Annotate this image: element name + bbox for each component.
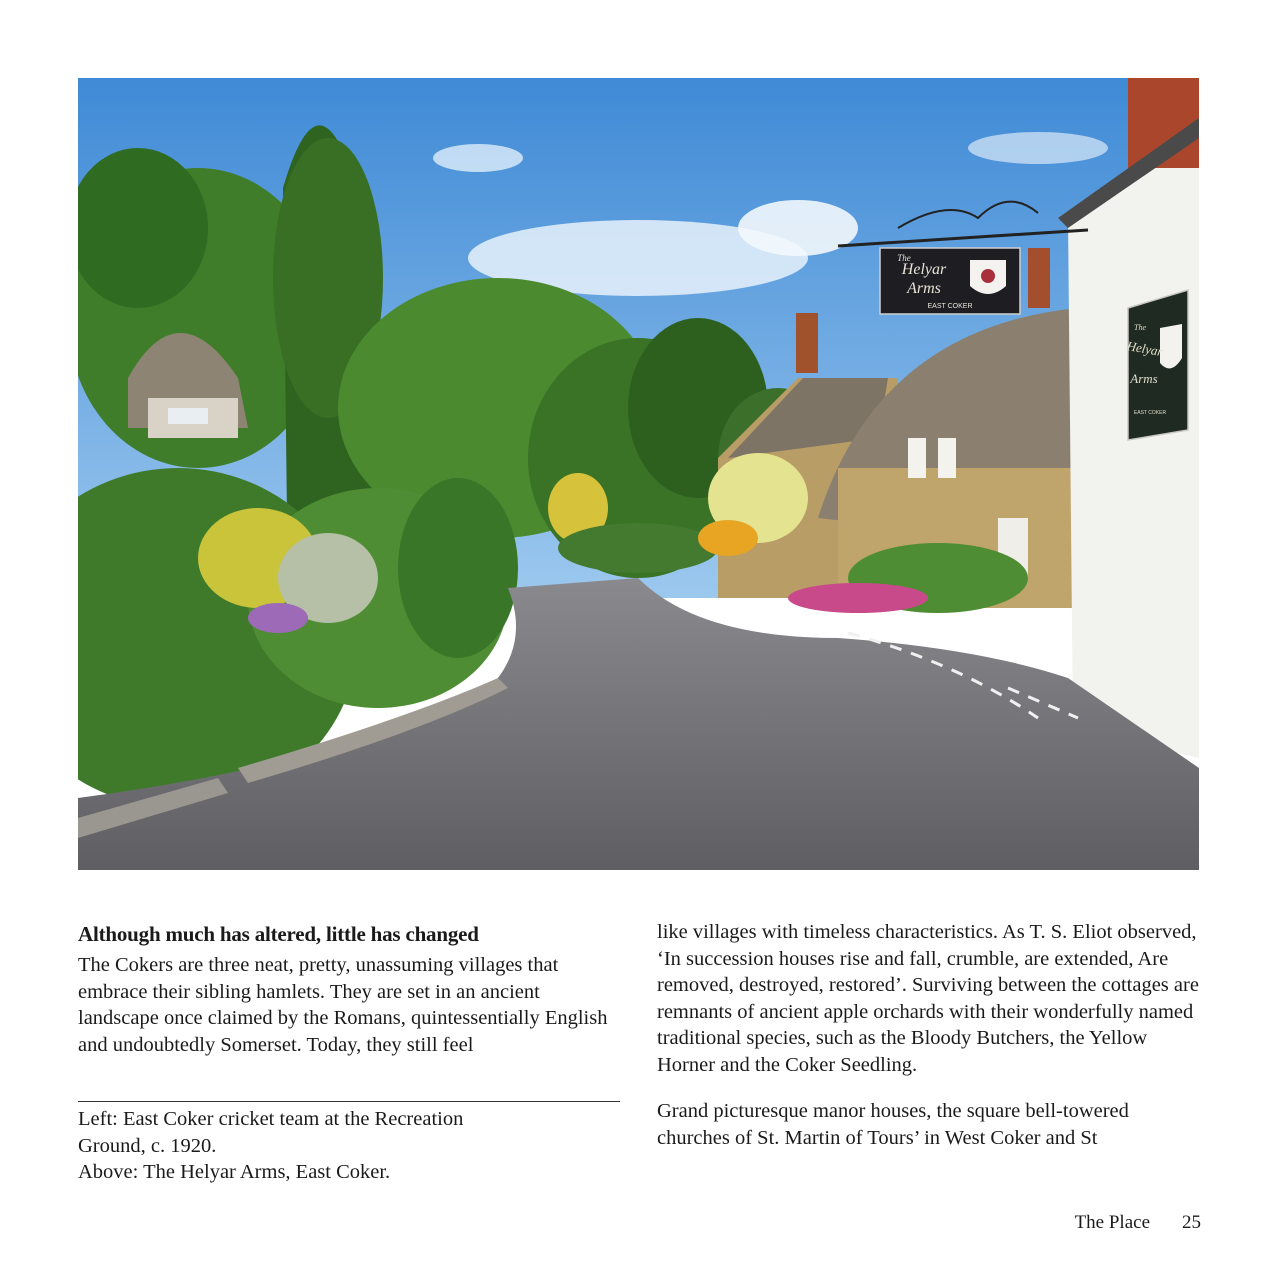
article-paragraph-left: The Cokers are three neat, pretty, unassuming villages that embrace their sibling hamlets. They are set in an ancient landscape once claimed by the Romans, quintessentially English and undoubtedly Somerset. Today, they still feel bbox=[78, 954, 608, 1056]
village-photo bbox=[78, 78, 1199, 870]
caption-line-3: Above: The Helyar Arms, East Coker. bbox=[78, 1161, 391, 1183]
caption-line-2: Ground, c. 1920. bbox=[78, 1134, 217, 1157]
section-name: The Place bbox=[1074, 1212, 1150, 1233]
sign-main-line1: The bbox=[897, 253, 911, 263]
sign-main-line4: EAST COKER bbox=[927, 303, 973, 310]
sign-wall-line2: Helyar bbox=[1125, 338, 1164, 360]
sign-wall-line1: The bbox=[1134, 323, 1146, 332]
article-paragraph-right-2: Grand picturesque manor houses, the square bell-towered churches of St. Martin of Tours’ in West Coker and St bbox=[657, 1100, 1129, 1149]
pub-sign-wall bbox=[1125, 290, 1188, 440]
sign-wall-line3: Arms bbox=[1130, 371, 1158, 386]
article-heading: Although much has altered, little has changed bbox=[78, 922, 479, 946]
article-right-column bbox=[657, 919, 1202, 1151]
photo-caption bbox=[78, 1106, 623, 1186]
caption-line-1: Left: East Coker cricket team at the Recreation bbox=[78, 1108, 464, 1130]
sign-main-line2: Helyar bbox=[901, 261, 947, 278]
sign-wall-line4: EAST COKER bbox=[1133, 410, 1167, 416]
caption-divider bbox=[78, 1101, 620, 1102]
article-left-column bbox=[78, 920, 623, 1058]
page-footer bbox=[1075, 1212, 1201, 1234]
sign-main-line3: Arms bbox=[907, 280, 941, 297]
article-paragraph-right-1: like villages with timeless characteristics. As T. S. Eliot observed, ‘In succession houses rise and fall, crumble, are extended, Are removed, destroyed, restored’. Surviving between the cottages are remnants of ancient apple orchards with their wonderfully named traditional species, such as the Bloody Butchers, the Yellow Horner and the Coker Seedling. bbox=[657, 921, 1199, 1076]
page-number: 25 bbox=[1182, 1212, 1201, 1233]
